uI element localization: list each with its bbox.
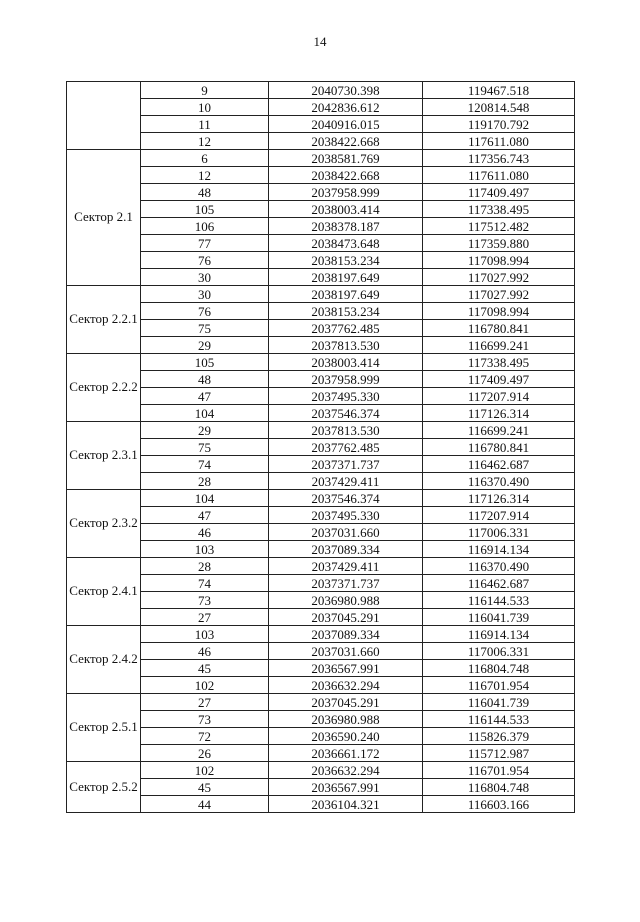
point-number-cell: 104 (141, 490, 269, 507)
y-coordinate-cell: 115826.379 (423, 728, 575, 745)
y-coordinate-cell: 116462.687 (423, 456, 575, 473)
point-number-cell: 47 (141, 507, 269, 524)
y-coordinate-cell: 120814.548 (423, 99, 575, 116)
x-coordinate-cell: 2037371.737 (269, 575, 423, 592)
y-coordinate-cell: 116041.739 (423, 609, 575, 626)
x-coordinate-cell: 2042836.612 (269, 99, 423, 116)
x-coordinate-cell: 2038153.234 (269, 252, 423, 269)
y-coordinate-cell: 117027.992 (423, 286, 575, 303)
point-number-cell: 75 (141, 439, 269, 456)
y-coordinate-cell: 116144.533 (423, 711, 575, 728)
point-number-cell: 104 (141, 405, 269, 422)
table-row (67, 133, 575, 150)
y-coordinate-cell: 117006.331 (423, 524, 575, 541)
point-number-cell: 105 (141, 354, 269, 371)
y-coordinate-cell: 117338.495 (423, 201, 575, 218)
table-row (67, 711, 575, 728)
table-row (67, 541, 575, 558)
y-coordinate-cell: 117359.880 (423, 235, 575, 252)
point-number-cell: 26 (141, 745, 269, 762)
table-row (67, 694, 575, 711)
x-coordinate-cell: 2038153.234 (269, 303, 423, 320)
x-coordinate-cell: 2036661.172 (269, 745, 423, 762)
point-number-cell: 30 (141, 269, 269, 286)
table-row (67, 779, 575, 796)
x-coordinate-cell: 2038197.649 (269, 286, 423, 303)
table-row (67, 269, 575, 286)
table-row (67, 371, 575, 388)
x-coordinate-cell: 2037495.330 (269, 388, 423, 405)
x-coordinate-cell: 2040916.015 (269, 116, 423, 133)
point-number-cell: 77 (141, 235, 269, 252)
point-number-cell: 9 (141, 82, 269, 99)
y-coordinate-cell: 116914.134 (423, 626, 575, 643)
y-coordinate-cell: 117006.331 (423, 643, 575, 660)
x-coordinate-cell: 2036590.240 (269, 728, 423, 745)
sector-label: Сектор 2.5.2 (67, 762, 141, 813)
y-coordinate-cell: 116603.166 (423, 796, 575, 813)
x-coordinate-cell: 2037546.374 (269, 405, 423, 422)
point-number-cell: 27 (141, 694, 269, 711)
y-coordinate-cell: 116701.954 (423, 762, 575, 779)
y-coordinate-cell: 115712.987 (423, 745, 575, 762)
point-number-cell: 46 (141, 643, 269, 660)
table-row (67, 82, 575, 99)
y-coordinate-cell: 116804.748 (423, 779, 575, 796)
point-number-cell: 44 (141, 796, 269, 813)
x-coordinate-cell: 2037958.999 (269, 371, 423, 388)
table-row (67, 167, 575, 184)
table-row (67, 507, 575, 524)
point-number-cell: 102 (141, 677, 269, 694)
table-row (67, 422, 575, 439)
y-coordinate-cell: 116699.241 (423, 422, 575, 439)
y-coordinate-cell: 116462.687 (423, 575, 575, 592)
y-coordinate-cell: 116370.490 (423, 558, 575, 575)
y-coordinate-cell: 116914.134 (423, 541, 575, 558)
table-row (67, 728, 575, 745)
table-row (67, 116, 575, 133)
point-number-cell: 11 (141, 116, 269, 133)
point-number-cell: 30 (141, 286, 269, 303)
x-coordinate-cell: 2037089.334 (269, 541, 423, 558)
y-coordinate-cell: 116804.748 (423, 660, 575, 677)
y-coordinate-cell: 117098.994 (423, 252, 575, 269)
table-row (67, 677, 575, 694)
y-coordinate-cell: 116370.490 (423, 473, 575, 490)
x-coordinate-cell: 2040730.398 (269, 82, 423, 99)
table-row (67, 201, 575, 218)
point-number-cell: 27 (141, 609, 269, 626)
coordinates-table-body (67, 82, 575, 813)
table-row (67, 524, 575, 541)
table-row (67, 286, 575, 303)
point-number-cell: 46 (141, 524, 269, 541)
table-row (67, 252, 575, 269)
table-row (67, 405, 575, 422)
sector-label: Сектор 2.3.2 (67, 490, 141, 558)
x-coordinate-cell: 2037371.737 (269, 456, 423, 473)
y-coordinate-cell: 117207.914 (423, 507, 575, 524)
point-number-cell: 102 (141, 762, 269, 779)
x-coordinate-cell: 2036632.294 (269, 677, 423, 694)
sector-label: Сектор 2.1 (67, 150, 141, 286)
x-coordinate-cell: 2037546.374 (269, 490, 423, 507)
table-row (67, 439, 575, 456)
table-row (67, 218, 575, 235)
y-coordinate-cell: 116701.954 (423, 677, 575, 694)
x-coordinate-cell: 2037429.411 (269, 473, 423, 490)
x-coordinate-cell: 2038003.414 (269, 201, 423, 218)
y-coordinate-cell: 116780.841 (423, 320, 575, 337)
table-row (67, 184, 575, 201)
point-number-cell: 73 (141, 711, 269, 728)
point-number-cell: 48 (141, 371, 269, 388)
table-row (67, 575, 575, 592)
y-coordinate-cell: 117611.080 (423, 133, 575, 150)
table-row (67, 660, 575, 677)
point-number-cell: 105 (141, 201, 269, 218)
point-number-cell: 76 (141, 252, 269, 269)
x-coordinate-cell: 2037031.660 (269, 643, 423, 660)
y-coordinate-cell: 117356.743 (423, 150, 575, 167)
point-number-cell: 106 (141, 218, 269, 235)
table-row (67, 473, 575, 490)
x-coordinate-cell: 2037089.334 (269, 626, 423, 643)
point-number-cell: 74 (141, 456, 269, 473)
x-coordinate-cell: 2037031.660 (269, 524, 423, 541)
point-number-cell: 47 (141, 388, 269, 405)
table-row (67, 626, 575, 643)
point-number-cell: 103 (141, 626, 269, 643)
table-row (67, 235, 575, 252)
table-row (67, 490, 575, 507)
point-number-cell: 74 (141, 575, 269, 592)
sector-label: Сектор 2.3.1 (67, 422, 141, 490)
y-coordinate-cell: 119467.518 (423, 82, 575, 99)
x-coordinate-cell: 2036567.991 (269, 660, 423, 677)
table-row (67, 99, 575, 116)
y-coordinate-cell: 117126.314 (423, 405, 575, 422)
y-coordinate-cell: 116144.533 (423, 592, 575, 609)
sector-label: Сектор 2.2.1 (67, 286, 141, 354)
x-coordinate-cell: 2037045.291 (269, 694, 423, 711)
y-coordinate-cell: 117338.495 (423, 354, 575, 371)
table-row (67, 456, 575, 473)
x-coordinate-cell: 2036632.294 (269, 762, 423, 779)
x-coordinate-cell: 2037813.530 (269, 422, 423, 439)
x-coordinate-cell: 2037429.411 (269, 558, 423, 575)
point-number-cell: 72 (141, 728, 269, 745)
table-row (67, 354, 575, 371)
sector-label: Сектор 2.5.1 (67, 694, 141, 762)
x-coordinate-cell: 2037762.485 (269, 439, 423, 456)
y-coordinate-cell: 117027.992 (423, 269, 575, 286)
table-row (67, 796, 575, 813)
coordinates-table (66, 81, 575, 813)
x-coordinate-cell: 2038422.668 (269, 167, 423, 184)
point-number-cell: 6 (141, 150, 269, 167)
table-row (67, 643, 575, 660)
y-coordinate-cell: 116699.241 (423, 337, 575, 354)
x-coordinate-cell: 2038422.668 (269, 133, 423, 150)
point-number-cell: 10 (141, 99, 269, 116)
y-coordinate-cell: 117512.482 (423, 218, 575, 235)
x-coordinate-cell: 2037045.291 (269, 609, 423, 626)
sector-label (67, 82, 141, 150)
x-coordinate-cell: 2038003.414 (269, 354, 423, 371)
x-coordinate-cell: 2037762.485 (269, 320, 423, 337)
sector-label: Сектор 2.2.2 (67, 354, 141, 422)
x-coordinate-cell: 2037958.999 (269, 184, 423, 201)
table-row (67, 337, 575, 354)
x-coordinate-cell: 2037813.530 (269, 337, 423, 354)
x-coordinate-cell: 2036980.988 (269, 592, 423, 609)
y-coordinate-cell: 117611.080 (423, 167, 575, 184)
x-coordinate-cell: 2036104.321 (269, 796, 423, 813)
point-number-cell: 45 (141, 660, 269, 677)
point-number-cell: 75 (141, 320, 269, 337)
table-row (67, 745, 575, 762)
point-number-cell: 28 (141, 558, 269, 575)
y-coordinate-cell: 117409.497 (423, 371, 575, 388)
table-row (67, 320, 575, 337)
point-number-cell: 76 (141, 303, 269, 320)
y-coordinate-cell: 117409.497 (423, 184, 575, 201)
point-number-cell: 28 (141, 473, 269, 490)
point-number-cell: 48 (141, 184, 269, 201)
x-coordinate-cell: 2038378.187 (269, 218, 423, 235)
sector-label: Сектор 2.4.2 (67, 626, 141, 694)
point-number-cell: 73 (141, 592, 269, 609)
y-coordinate-cell: 117207.914 (423, 388, 575, 405)
table-row (67, 609, 575, 626)
table-row (67, 303, 575, 320)
x-coordinate-cell: 2036567.991 (269, 779, 423, 796)
x-coordinate-cell: 2037495.330 (269, 507, 423, 524)
y-coordinate-cell: 116041.739 (423, 694, 575, 711)
table-row (67, 388, 575, 405)
point-number-cell: 103 (141, 541, 269, 558)
table-row (67, 592, 575, 609)
point-number-cell: 12 (141, 167, 269, 184)
point-number-cell: 45 (141, 779, 269, 796)
table-row (67, 150, 575, 167)
y-coordinate-cell: 117126.314 (423, 490, 575, 507)
page-number: 14 (313, 34, 327, 49)
x-coordinate-cell: 2038197.649 (269, 269, 423, 286)
x-coordinate-cell: 2038473.648 (269, 235, 423, 252)
point-number-cell: 29 (141, 422, 269, 439)
y-coordinate-cell: 116780.841 (423, 439, 575, 456)
x-coordinate-cell: 2038581.769 (269, 150, 423, 167)
table-row (67, 762, 575, 779)
y-coordinate-cell: 119170.792 (423, 116, 575, 133)
y-coordinate-cell: 117098.994 (423, 303, 575, 320)
x-coordinate-cell: 2036980.988 (269, 711, 423, 728)
point-number-cell: 29 (141, 337, 269, 354)
point-number-cell: 12 (141, 133, 269, 150)
table-row (67, 558, 575, 575)
sector-label: Сектор 2.4.1 (67, 558, 141, 626)
